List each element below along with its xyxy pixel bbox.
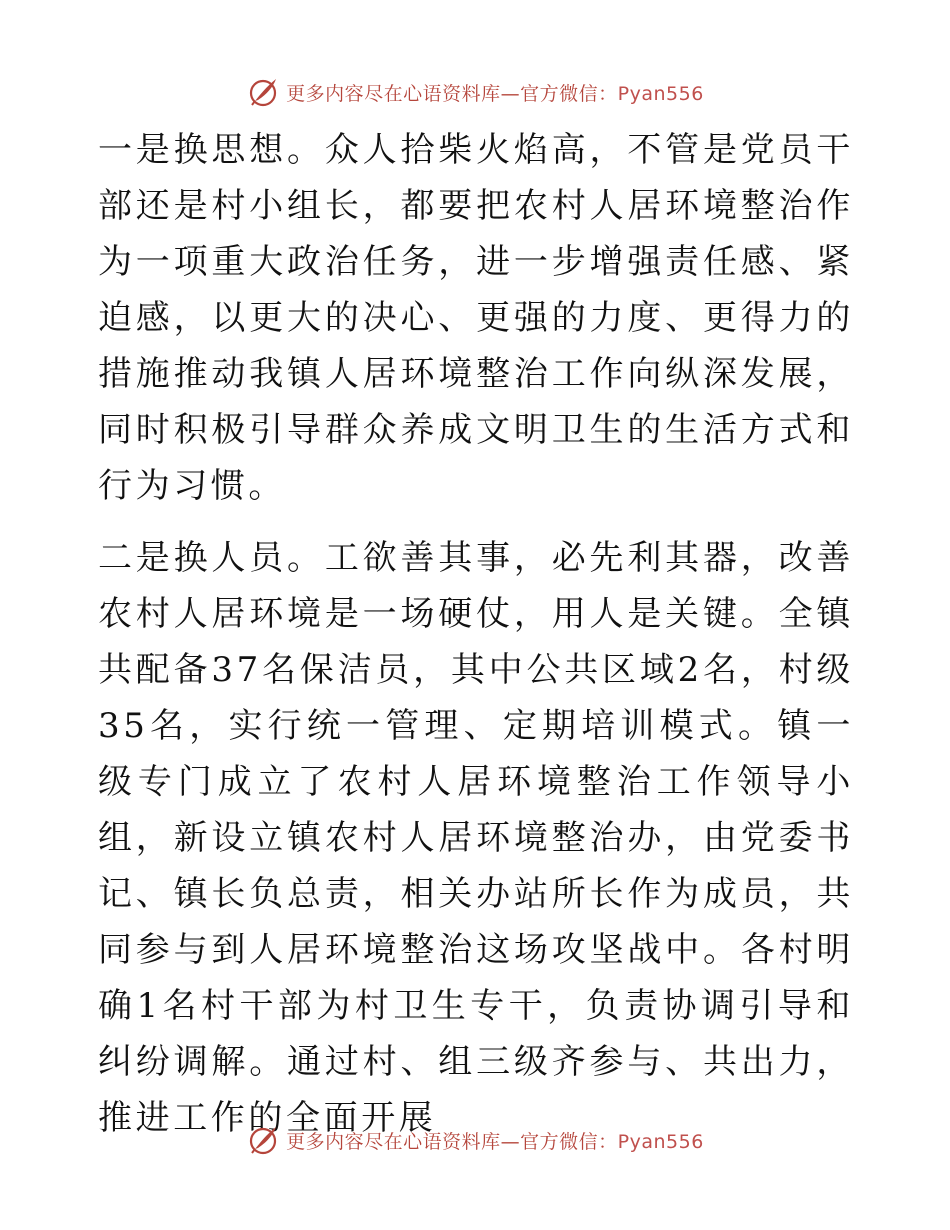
header-banner-label: 更多内容尽在心语资料库—官方微信：Pyan556 xyxy=(286,82,704,105)
quill-pen-logo-icon xyxy=(246,75,280,109)
header-banner xyxy=(0,72,950,112)
paragraph-1: 一是换思想。众人拾柴火焰高，不管是党员干部还是村小组长，都要把农村人居环境整治作为一项重大政治任务，进一步增强责任感、紧迫感，以更大的决心、更强的力度、更得力的措施推动我镇人居环境整治工作向纵深发展，同时积极引导群众养成文明卫生的生活方式和行为习惯。 xyxy=(98,130,854,506)
document-body xyxy=(98,122,854,1146)
footer-banner-label: 更多内容尽在心语资料库—官方微信：Pyan556 xyxy=(286,1130,704,1153)
wechat-id: Pyan556 xyxy=(617,82,704,105)
wechat-id: Pyan556 xyxy=(617,1130,704,1153)
paragraph-2: 二是换人员。工欲善其事，必先利其器，改善农村人居环境是一场硬仗，用人是关键。全镇共配备37名保洁员，其中公共区域2名，村级35名，实行统一管理、定期培训模式。镇一级专门成立了农村人居环境整治工作领导小组，新设立镇农村人居环境整治办，由党委书记、镇长负总责，相关办站所长作为成员，共同参与到人居环境整治这场攻坚战中。各村明确1名村干部为村卫生专干，负责协调引导和纠纷调解。通过村、组三级齐参与、共出力，推进工作的全面开展 xyxy=(98,538,854,1138)
quill-pen-logo-icon xyxy=(246,1123,280,1157)
footer-banner xyxy=(0,1120,950,1160)
